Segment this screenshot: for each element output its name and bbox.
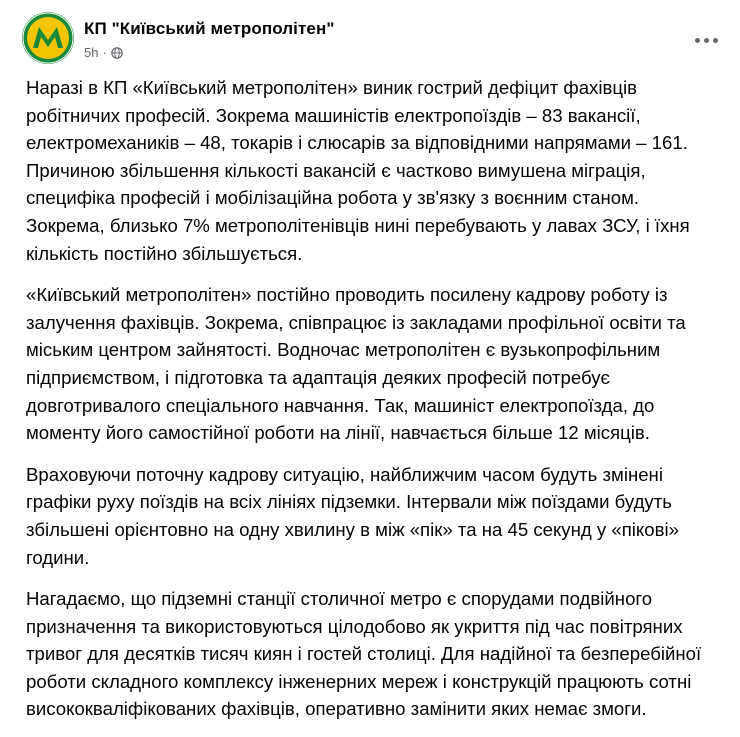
globe-icon[interactable]	[111, 47, 123, 59]
metro-logo-icon	[22, 12, 74, 64]
post-paragraph: Наразі в КП «Київський метрополітен» виник гострий дефіцит фахівців робітничих професій. Зокрема машиністів електропоїздів – 83 вакансії, електромехаників – 48, токарів і слюсарів за відповідними напрямами – 161. Причиною збільшення кількості вакансій є частково вимушена міграція, специфіка професій і мобілізаційна робота у зв'язку з воєнним станом. Зокрема, близько 7% метрополітенівців нині перебувають у лавах ЗСУ, і їхня кількість постійно збільшується.	[26, 77, 690, 264]
post-paragraph: Враховуючи поточну кадрову ситуацію, найближчим часом будуть змінені графіки руху поїздів на всіх лініях підземки. Інтервали між поїздами будуть збільшені орієнтовно на одну хвилину в між «пік» та на 45 секунд у «пікові» години.	[26, 463, 679, 568]
page-name[interactable]: КП "Київський метрополітен"	[84, 19, 335, 38]
meta-separator: ·	[102, 45, 107, 60]
post-content	[26, 74, 726, 737]
post-timestamp[interactable]: 5h	[84, 45, 99, 60]
post-header	[16, 12, 724, 68]
post-paragraph: Нагадаємо, що підземні станції столичної метро є спорудами подвійного призначення та використовуються цілодобово як укриття під час повітряних тривог для десятків тисяч киян і гостей столиці. Для надійної та безперебійної роботи складного комплексу інженерних мереж і конструкцій працюють сотні висококваліфікованих фахівців, оперативно замінити яких немає змоги.	[26, 588, 702, 720]
post-paragraph: «Київський метрополітен» постійно проводить посилену кадрову роботу із залучення фахівців. Зокрема, співпрацює із закладами профільної освіти та міським центром зайнятості. Водночас метрополітен є вузькопрофільним підприємством, і підготовка та адаптація деяких професій потребує довготривалого спеціального навчання. Так, машиніст електропоїзда, до моменту його самостійної роботи на лінії, навчається більше 12 місяців.	[26, 284, 686, 444]
page-avatar[interactable]	[22, 12, 74, 64]
post-meta	[84, 45, 123, 60]
more-options-icon[interactable]	[688, 22, 724, 58]
